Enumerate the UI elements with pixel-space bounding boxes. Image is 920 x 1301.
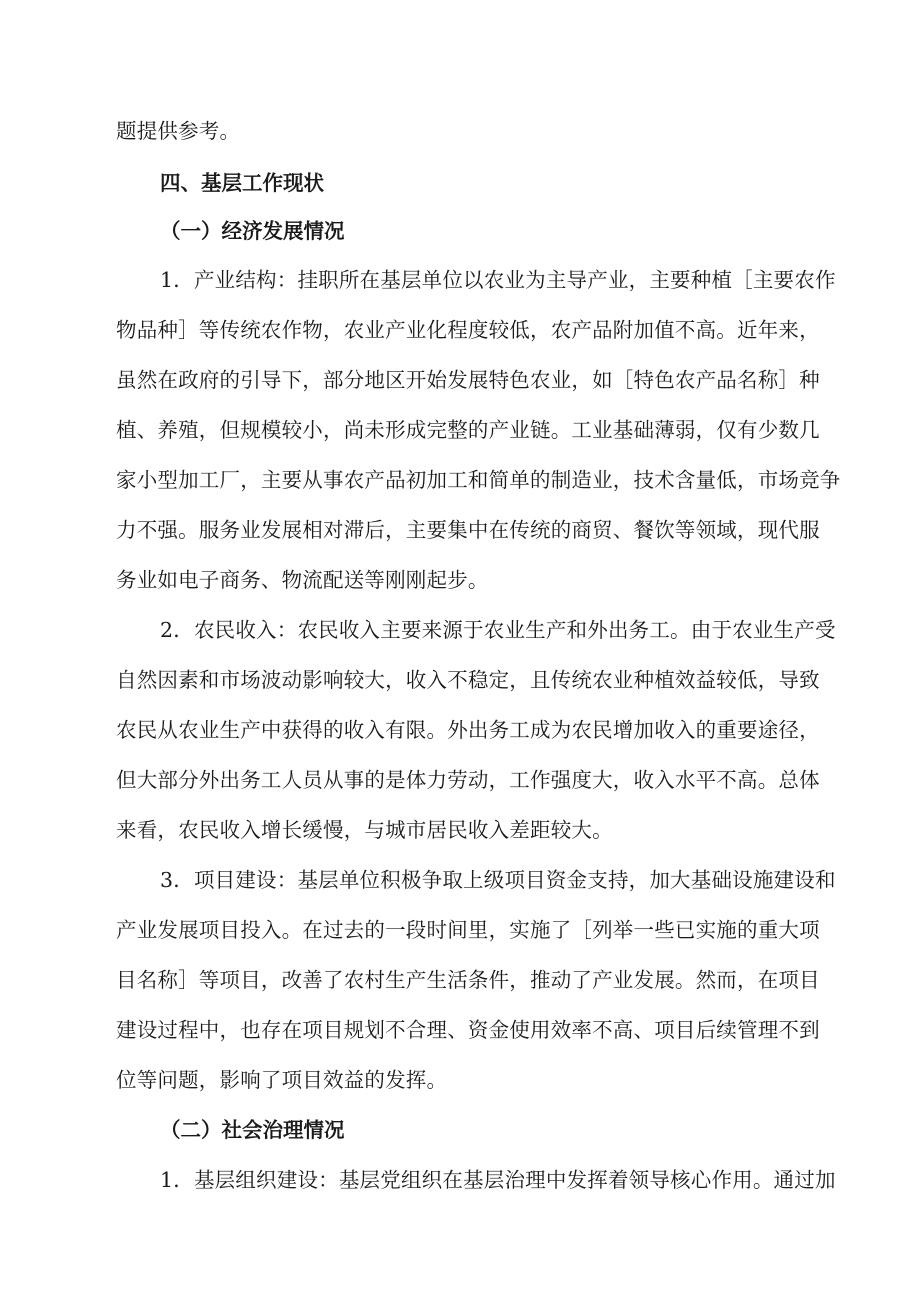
paragraph-line: 题提供参考。 (116, 119, 241, 143)
paragraph-line: 2．农民收入：农民收入主要来源于农业生产和外出务工。由于农业生产受 (160, 618, 836, 642)
paragraph-line: 但大部分外出务工人员从事的是体力劳动，工作强度大，收入水平不高。总体 (116, 768, 820, 792)
paragraph-line: 自然因素和市场波动影响较大，收入不稳定，且传统农业种植效益较低，导致 (116, 668, 820, 692)
subsection-heading: （一）经济发展情况 (160, 219, 345, 243)
paragraph-line: 位等问题，影响了项目效益的发挥。 (116, 1068, 448, 1092)
paragraph-line: 力不强。服务业发展相对滞后，主要集中在传统的商贸、餐饮等领域，现代服 (116, 518, 820, 542)
paragraph-line: 植、养殖，但规模较小，尚未形成完整的产业链。工业基础薄弱，仅有少数几 (116, 418, 820, 442)
paragraph-line: 来看，农民收入增长缓慢，与城市居民收入差距较大。 (116, 818, 613, 842)
paragraph-line: 家小型加工厂，主要从事农产品初加工和简单的制造业，技术含量低，市场竞争 (116, 468, 841, 492)
paragraph-line: 农民从农业生产中获得的收入有限。外出务工成为农民增加收入的重要途径， (116, 718, 820, 742)
subsection-heading: （二）社会治理情况 (160, 1118, 345, 1142)
paragraph-line: 1．产业结构：挂职所在基层单位以农业为主导产业，主要种植［主要农作 (160, 268, 836, 292)
paragraph-line: 建设过程中，也存在项目规划不合理、资金使用效率不高、项目后续管理不到 (116, 1018, 820, 1042)
section-heading: 四、基层工作现状 (160, 171, 324, 195)
paragraph-line: 3．项目建设：基层单位积极争取上级项目资金支持，加大基础设施建设和 (160, 868, 836, 892)
paragraph-line: 虽然在政府的引导下，部分地区开始发展特色农业，如［特色农产品名称］种 (116, 368, 820, 392)
paragraph-line: 务业如电子商务、物流配送等刚刚起步。 (116, 568, 489, 592)
paragraph-line: 物品种］等传统农作物，农业产业化程度较低，农产品附加值不高。近年来， (116, 318, 820, 342)
paragraph-line: 目名称］等项目，改善了农村生产生活条件，推动了产业发展。然而，在项目 (116, 968, 820, 992)
paragraph-line: 1．基层组织建设：基层党组织在基层治理中发挥着领导核心作用。通过加 (160, 1168, 836, 1192)
paragraph-line: 产业发展项目投入。在过去的一段时间里，实施了［列举一些已实施的重大项 (116, 918, 820, 942)
